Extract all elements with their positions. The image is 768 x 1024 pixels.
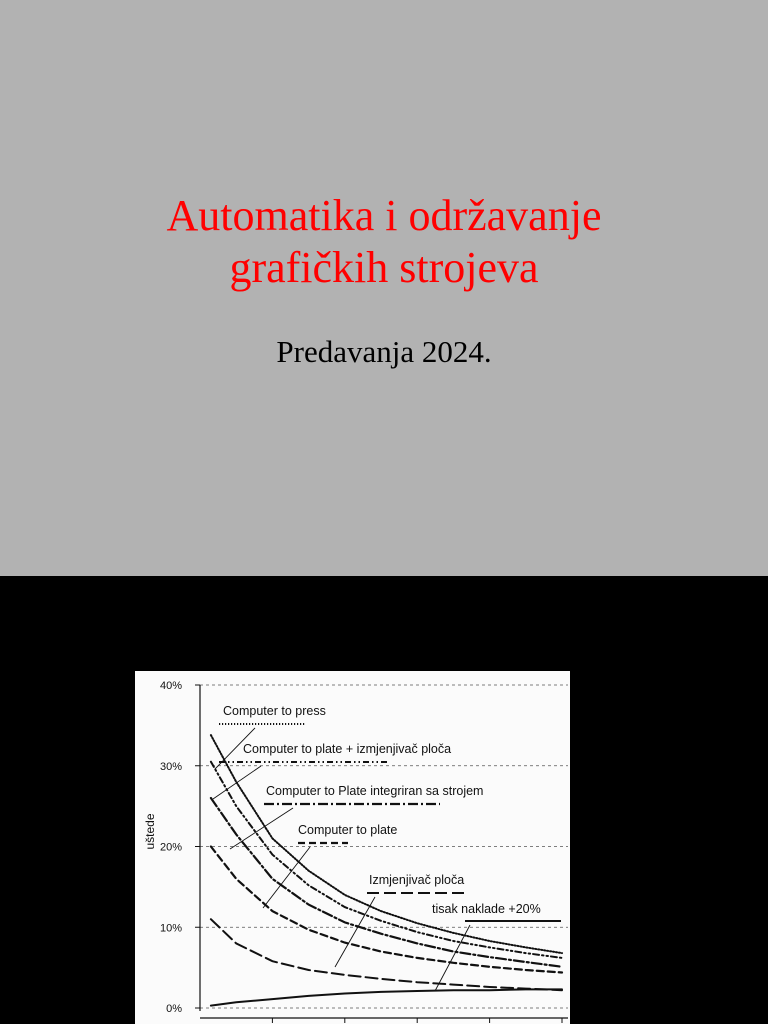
annotation-label: tisak naklade +20% bbox=[432, 902, 541, 916]
y-tick-label: 40% bbox=[159, 680, 182, 692]
annotation-label: Computer to press bbox=[223, 704, 326, 718]
series-line-5 bbox=[211, 919, 562, 990]
series-line-6 bbox=[211, 989, 562, 1005]
annotation-label: Computer to plate bbox=[298, 823, 398, 837]
annotation-leader-line bbox=[230, 808, 293, 849]
annotation-leader-line bbox=[335, 897, 375, 967]
y-axis-label: uštede bbox=[143, 813, 157, 850]
savings-chart bbox=[135, 671, 570, 1024]
slide-subtitle: Predavanja 2024. bbox=[276, 334, 492, 369]
annotation-leader-line bbox=[213, 766, 261, 799]
y-tick-label: 10% bbox=[159, 922, 182, 935]
slide-title-line-1: Automatika i održavanje bbox=[166, 191, 602, 240]
y-tick-label: 20% bbox=[159, 841, 182, 854]
y-tick-label: 0% bbox=[166, 1003, 182, 1015]
annotation-label: Computer to Plate integriran sa strojem bbox=[266, 784, 484, 798]
annotation-leader-line bbox=[435, 925, 470, 991]
slide-title bbox=[0, 190, 768, 294]
annotation-label: Computer to plate + izmjenjivač ploča bbox=[243, 742, 452, 756]
y-tick-label: 30% bbox=[159, 760, 182, 773]
chart-slide bbox=[0, 576, 768, 1024]
annotation-label: Izmjenjivač ploča bbox=[369, 873, 465, 887]
slide-title-line-2: grafičkih strojeva bbox=[229, 243, 539, 292]
savings-chart-svg bbox=[135, 671, 570, 1024]
